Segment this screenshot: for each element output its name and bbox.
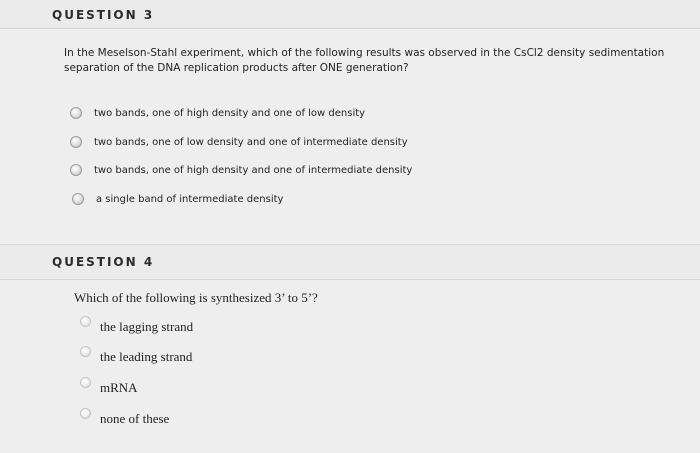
radio-button[interactable] xyxy=(72,193,84,205)
q3-option-2[interactable] xyxy=(70,136,408,148)
radio-button[interactable] xyxy=(70,136,82,148)
q3-option-1-label[interactable]: two bands, one of high density and one of low density xyxy=(94,107,366,119)
radio-button[interactable] xyxy=(80,408,91,419)
q3-option-4[interactable] xyxy=(72,193,283,205)
radio-button[interactable] xyxy=(70,107,82,119)
question-3-header xyxy=(0,0,700,29)
q3-option-4-label[interactable]: a single band of intermediate density xyxy=(96,193,284,205)
question-4-text: Which of the following is synthesized 3’ to 5’? xyxy=(74,290,318,305)
q3-option-2-label[interactable]: two bands, one of low density and one of intermediate density xyxy=(94,136,408,148)
radio-button[interactable] xyxy=(70,164,82,176)
q3-option-1[interactable] xyxy=(70,107,365,119)
q4-option-4[interactable] xyxy=(80,405,170,426)
q3-option-3-label[interactable]: two bands, one of high density and one of intermediate density xyxy=(94,164,413,176)
question-4-title: QUESTION 4 xyxy=(52,255,155,269)
radio-button[interactable] xyxy=(80,316,91,327)
q4-option-4-label[interactable]: none of these xyxy=(100,411,170,426)
question-3-text-line-1: In the Meselson-Stahl experiment, which of the following results was observed in the CsCl2 density sedimentation xyxy=(64,47,665,59)
q4-option-1[interactable] xyxy=(80,313,194,334)
q4-option-2-label[interactable]: the leading strand xyxy=(100,349,193,364)
question-3-title: QUESTION 3 xyxy=(52,8,155,22)
q4-option-2[interactable] xyxy=(80,343,193,364)
q4-option-3[interactable] xyxy=(80,374,138,395)
question-3-text xyxy=(64,46,694,76)
q4-option-3-label[interactable]: mRNA xyxy=(100,380,138,395)
question-4-header xyxy=(0,244,700,280)
question-3-text-line-2: separation of the DNA replication products after ONE generation? xyxy=(64,62,409,74)
radio-button[interactable] xyxy=(80,377,91,388)
q4-option-1-label[interactable]: the lagging strand xyxy=(100,319,194,334)
radio-button[interactable] xyxy=(80,346,91,357)
q3-option-3[interactable] xyxy=(70,164,412,176)
